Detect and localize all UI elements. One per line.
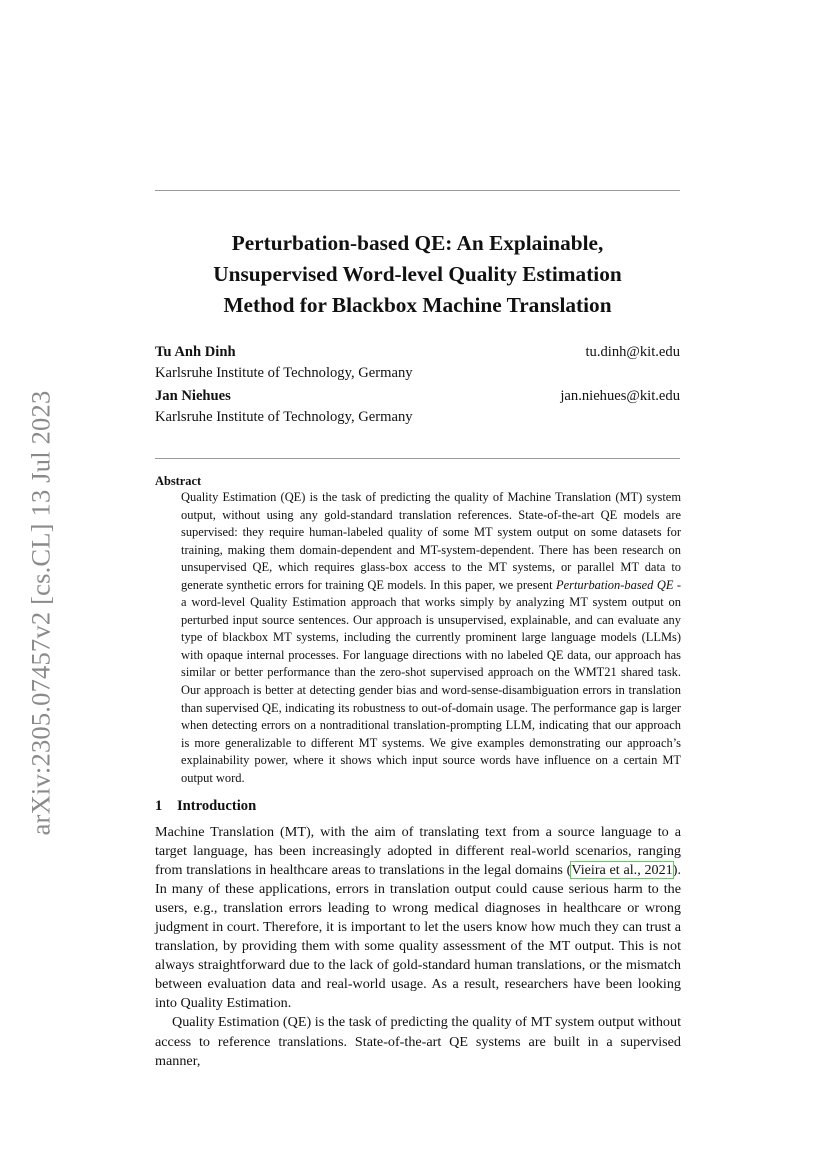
author-affiliation: Karlsruhe Institute of Technology, Germany	[155, 409, 413, 425]
paper-title-line: Method for Blackbox Machine Translation	[223, 293, 612, 317]
paragraph: Quality Estimation (QE) is the task of predicting the quality of MT system output without access to reference translations. State-of-the-art QE systems are built in a supervised manner,	[155, 1014, 681, 1069]
paper-title	[155, 228, 680, 321]
author-affiliation: Karlsruhe Institute of Technology, Germany	[155, 365, 413, 381]
authors-bottom-rule	[155, 458, 680, 459]
abstract-text-part: Quality Estimation (QE) is the task of predicting the quality of Machine Translation (MT) system output, without using any gold-standard translation references. State-of-the-art QE models are supervised: they require human-labeled quality of some MT system output on some datasets for training, making them domain-dependent and MT-system-dependent. There has been research on unsupervised QE, which requires glass-box access to the MT systems, or parallel MT data to generate synthetic errors for training QE models. In this paper, we present	[181, 490, 681, 592]
paper-title-line: Perturbation-based QE: An Explainable,	[231, 231, 604, 255]
section-title: Introduction	[177, 798, 257, 814]
introduction-body	[155, 823, 681, 1071]
section-heading-introduction	[155, 796, 256, 816]
paper-title-line: Unsupervised Word-level Quality Estimation	[213, 262, 622, 286]
paragraph-text: ). In many of these applications, errors in translation output could cause serious harm to the users, e.g., translation errors leading to wrong medical diagnoses in healthcare or wrong judgment in court. Therefore, it is important to let the users know how much they can trust a translation, by providing them with some quality assessment of the MT output. This is not always straightforward due to the lack of gold-standard human translations, or the mismatch between evaluation data and real-world usage. As a result, researchers have been looking into Quality Estimation.	[155, 862, 681, 1012]
section-number: 1	[155, 798, 163, 814]
abstract-heading: Abstract	[155, 474, 202, 488]
author-name: Jan Niehues	[155, 388, 231, 404]
author-email: jan.niehues@kit.edu	[560, 388, 680, 404]
citation-link[interactable]: Vieira et al., 2021	[571, 862, 673, 879]
title-top-rule	[155, 190, 680, 191]
arxiv-identifier: arXiv:2305.07457v2 [cs.CL] 13 Jul 2023	[25, 390, 56, 836]
author-email: tu.dinh@kit.edu	[585, 344, 680, 360]
abstract-text	[181, 489, 681, 787]
paragraph-text: Machine Translation (MT), with the aim of translating text from a source language to a target language, has been increasingly adopted in different real-world scenarios, ranging from translations in healthcare areas to translations in the legal domains (	[155, 824, 681, 879]
abstract-text-part: - a word-level Quality Estimation approach that works simply by analyzing MT system output on perturbed input source sentences. Our approach is unsupervised, explainable, and can evaluate any type of blackbox MT systems, including the currently prominent large language models (LLMs) with opaque internal processes. For language directions with no labeled QE data, our approach has similar or better performance than the zero-shot supervised approach on the WMT21 shared task. Our approach is better at detecting gender bias and word-sense-disambiguation errors in translation than supervised QE, indicating its robustness to out-of-domain usage. The performance gap is larger when detecting errors on a nontraditional translation-prompting LLM, indicating that our approach is more generalizable to different MT systems. We give examples demonstrating our approach’s explainability power, where it shows which input source words have influence on a certain MT output word.	[181, 577, 681, 785]
author-block	[155, 342, 680, 384]
abstract-method-name: Perturbation-based QE	[555, 577, 674, 592]
author-name: Tu Anh Dinh	[155, 344, 236, 360]
paragraph	[155, 823, 681, 1013]
author-block	[155, 386, 680, 428]
